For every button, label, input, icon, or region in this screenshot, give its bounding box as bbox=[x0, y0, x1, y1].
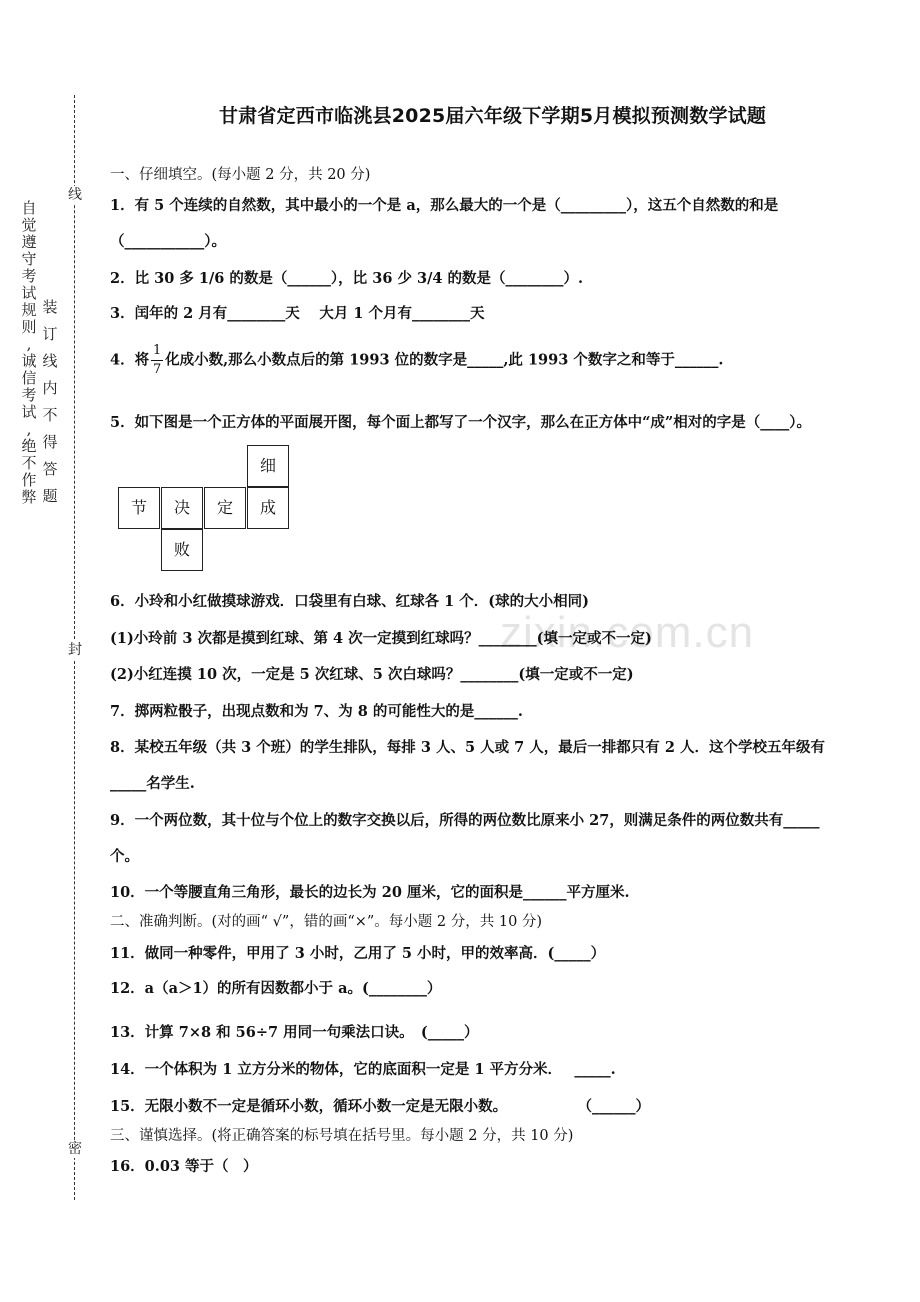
watermark: zixin.com.cn bbox=[500, 608, 755, 657]
question-7: 7．掷两粒骰子，出现点数和为 7、为 8 的可能性大的是______. bbox=[110, 703, 523, 720]
question-16: 16．0.03 等于（ ） bbox=[110, 1158, 258, 1175]
cube-net-cell: 败 bbox=[161, 529, 203, 571]
binding-char-feng: 封 bbox=[68, 642, 82, 658]
section-1-heading: 一、仔细填空。(每小题 2 分，共 20 分) bbox=[110, 167, 371, 183]
question-8-line-1: 8．某校五年级（共 3 个班）的学生排队，每排 3 人、5 人或 7 人，最后一排都只有 2 人．这个学校五年级有 bbox=[110, 739, 825, 756]
question-6: 6．小玲和小红做摸球游戏．口袋里有白球、红球各 1 个．(球的大小相同) bbox=[110, 593, 589, 610]
cube-net-cell: 细 bbox=[247, 445, 289, 487]
question-1-line-1: 1．有 5 个连续的自然数，其中最小的一个是 a，那么最大的一个是（_________），这五个自然数的和是 bbox=[110, 197, 779, 214]
question-10: 10．一个等腰直角三角形，最长的边长为 20 厘米，它的面积是______平方厘米. bbox=[110, 884, 630, 901]
question-6-part-1: (1)小玲前 3 次都是摸到红球、第 4 次一定摸到红球吗？________(填一定或不一定) bbox=[110, 630, 652, 647]
question-9-line-1: 9．一个两位数，其十位与个位上的数字交换以后，所得的两位数比原来小 27，则满足条件的两位数共有_____ bbox=[110, 812, 820, 829]
question-2: 2．比 30 多 1/6 的数是（______），比 36 少 3/4 的数是（________）. bbox=[110, 270, 584, 287]
section-2-heading: 二、准确判断。(对的画“ √”，错的画“×”。每小题 2 分，共 10 分) bbox=[110, 914, 543, 930]
section-3-heading: 三、谨慎选择。(将正确答案的标号填在括号里。每小题 2 分，共 10 分) bbox=[110, 1128, 574, 1144]
question-15: 15．无限小数不一定是循环小数，循环小数一定是无限小数。 （______） bbox=[110, 1098, 650, 1115]
integrity-notice-vertical: 自 觉 遵 守 考 试 规 则 , 诚 信 考 试 , 绝 不 作 弊 bbox=[21, 199, 37, 506]
fraction-denominator: 7 bbox=[152, 362, 162, 377]
question-4-suffix: 化成小数,那么小数点后的第 1993 位的数字是_____,此 1993 个数字之和等于______. bbox=[165, 351, 724, 369]
cube-net-cell: 节 bbox=[118, 487, 160, 529]
binding-char-mi: 密 bbox=[68, 1141, 82, 1157]
question-5: 5．如下图是一个正方体的平面展开图，每个面上都写了一个汉字，那么在正方体中“成”相对的字是（____）。 bbox=[110, 414, 812, 431]
question-4-prefix: 4．将 bbox=[110, 351, 150, 369]
no-answer-notice-vertical: 装 订 线 内 不 得 答 题 bbox=[42, 298, 58, 505]
question-9-line-2: 个。 bbox=[110, 848, 139, 865]
question-8-line-2: _____名学生. bbox=[110, 775, 195, 792]
question-6-part-2: (2)小红连摸 10 次，一定是 5 次红球、5 次白球吗？________(填一定或不一定) bbox=[110, 666, 634, 683]
question-11: 11．做同一种零件，甲用了 3 小时，乙用了 5 小时，甲的效率高．(_____） bbox=[110, 945, 606, 962]
cube-net-cell: 决 bbox=[161, 487, 203, 529]
fraction-one-seventh bbox=[151, 344, 163, 377]
cube-net-cell: 定 bbox=[204, 487, 246, 529]
question-13: 13．计算 7×8 和 56÷7 用同一句乘法口诀。 (_____） bbox=[110, 1024, 479, 1041]
fraction-numerator: 1 bbox=[152, 343, 162, 358]
cube-net-cell: 成 bbox=[247, 487, 289, 529]
question-14: 14．一个体积为 1 立方分米的物体，它的底面积一定是 1 平方分米． _____. bbox=[110, 1061, 616, 1078]
question-1-line-2: （___________）。 bbox=[110, 233, 226, 250]
question-3: 3．闰年的 2 月有________天 大月 1 个月有________天 bbox=[110, 305, 485, 322]
question-4 bbox=[110, 344, 723, 377]
question-12: 12．a（a＞1）的所有因数都小于 a。(________） bbox=[110, 980, 442, 997]
binding-char-xian: 线 bbox=[68, 187, 82, 203]
page-title: 甘肃省定西市临洮县2025届六年级下学期5月模拟预测数学试题 bbox=[218, 105, 767, 127]
